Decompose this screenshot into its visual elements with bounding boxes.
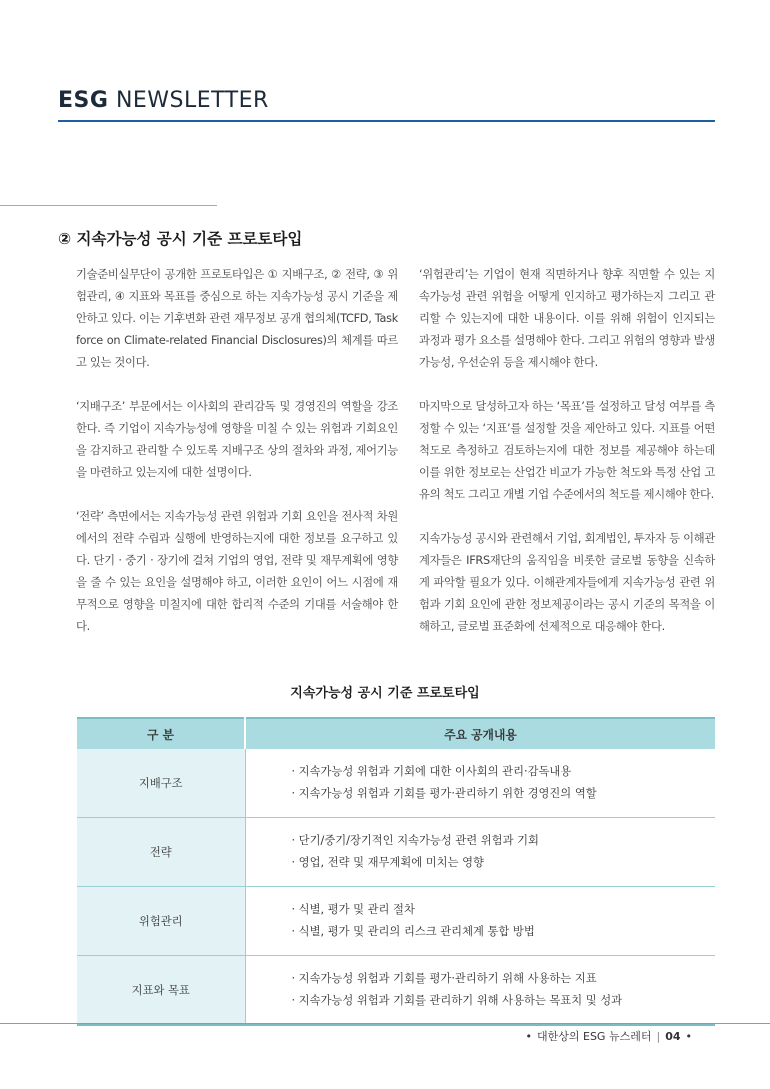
newsletter-header — [58, 88, 269, 113]
row-item: · 영업, 전략 및 재무계획에 미치는 영향 — [291, 856, 484, 869]
header-category: 구 분 — [77, 718, 245, 749]
page-footer — [526, 1028, 693, 1044]
page-number: 04 — [665, 1029, 681, 1043]
row-item: · 단기/중기/장기적인 지속가능성 관련 위험과 기회 — [291, 834, 539, 847]
footer-divider — [0, 1023, 770, 1024]
row-category: 전략 — [77, 818, 245, 887]
row-item: · 지속가능성 위험과 기회를 관리하기 위해 사용하는 목표치 및 성과 — [291, 994, 623, 1007]
row-items — [245, 956, 715, 1026]
row-category: 위험관리 — [77, 887, 245, 956]
row-items — [245, 749, 715, 818]
row-category: 지표와 목표 — [77, 956, 245, 1026]
paragraph: ‘전략’ 측면에서는 지속가능성 관련 위험과 기회 요인을 전사적 차원에서의 전략 수립과 실행에 반영하는지에 대한 정보를 요구하고 있다. 단기 · 중기 · 장기에 걸쳐 기업의 영업, 전략 및 재무계획에 영향을 줄 수 있는 요인을 설명해야 하고, 이러한 요인이 어느 시점에 재무적으로 영향을 미칠지에 대한 합리적 수준의 기대를 서술해야 한다. — [76, 510, 398, 633]
row-item: · 지속가능성 위험과 기회를 평가·관리하기 위한 경영진의 역할 — [291, 787, 597, 800]
left-column — [76, 264, 398, 660]
row-item: · 식별, 평가 및 관리 절차 — [291, 903, 415, 916]
footer-separator: | — [656, 1029, 661, 1043]
side-divider — [0, 205, 217, 206]
header-brand: ESG — [58, 88, 109, 113]
footer-bullet-icon: • — [685, 1029, 692, 1043]
row-category: 지배구조 — [77, 749, 245, 818]
table-row — [77, 749, 715, 818]
prototype-table — [77, 717, 715, 1026]
paragraph: 지속가능성 공시와 관련해서 기업, 회계법인, 투자자 등 이해관계자들은 IFRS재단의 움직임을 비롯한 글로벌 동향을 신속하게 파악할 필요가 있다. 이해관계자들에게 지속가능성 관련 위험과 기회 요인에 관한 정보제공이라는 공시 기준의 목적을 이해하고, 글로벌 표준화에 선제적으로 대응해야 한다. — [419, 532, 715, 633]
table-row — [77, 818, 715, 887]
row-item: · 식별, 평가 및 관리의 리스크 관리체계 통합 방법 — [291, 925, 535, 938]
row-items — [245, 887, 715, 956]
table-row — [77, 887, 715, 956]
paragraph: 마지막으로 달성하고자 하는 ‘목표’를 설정하고 달성 여부를 측정할 수 있는 ‘지표’를 설정할 것을 제안하고 있다. 지표를 어떤 척도로 측정하고 검토하는지에 대한 정보를 제공해야 하는데 이를 위한 정보로는 산업간 비교가 가능한 척도와 특정 산업 고유의 척도 그리고 개별 기업 수준에서의 척도를 제시해야 한다. — [419, 400, 715, 501]
header-divider — [58, 120, 715, 122]
header-content: 주요 공개내용 — [245, 718, 715, 749]
row-item: · 지속가능성 위험과 기회에 대한 이사회의 관리·감독내용 — [291, 765, 572, 778]
row-items — [245, 818, 715, 887]
footer-publication: 대한상의 ESG 뉴스레터 — [537, 1030, 652, 1043]
table-header-row — [77, 718, 715, 749]
right-column — [419, 264, 715, 660]
table-title: 지속가능성 공시 기준 프로토타입 — [290, 686, 480, 701]
section-title: ② 지속가능성 공시 기준 프로토타입 — [58, 230, 303, 248]
footer-bullet-icon: • — [525, 1029, 532, 1043]
paragraph: ‘지배구조’ 부문에서는 이사회의 관리감독 및 경영진의 역할을 강조한다. 즉 기업이 지속가능성에 영향을 미칠 수 있는 위험과 기회요인을 감지하고 관리할 수 있도록 지배구조 상의 절차와 과정, 제어기능을 마련하고 있는지에 대한 설명이다. — [76, 400, 398, 479]
table-row — [77, 956, 715, 1026]
header-title: NEWSLETTER — [115, 88, 269, 113]
paragraph: ‘위험관리’는 기업이 현재 직면하거나 향후 직면할 수 있는 지속가능성 관련 위험을 어떻게 인지하고 평가하는지 그리고 관리할 수 있는지에 대한 내용이다. 이를 위해 위험이 인지되는 과정과 평가 요소를 설명해야 한다. 그리고 위험의 영향과 발생 가능성, 우선순위 등을 제시해야 한다. — [419, 268, 715, 369]
row-item: · 지속가능성 위험과 기회를 평가·관리하기 위해 사용하는 지표 — [291, 972, 597, 985]
paragraph: 기술준비실무단이 공개한 프로토타입은 ① 지배구조, ② 전략, ③ 위험관리, ④ 지표와 목표를 중심으로 하는 지속가능성 공시 기준을 제안하고 있다. 이는 기후변화 관련 재무정보 공개 협의체(TCFD, Task force on Climate-related Financial Disclosures)의 체계를 따르고 있는 것이다. — [76, 268, 398, 369]
